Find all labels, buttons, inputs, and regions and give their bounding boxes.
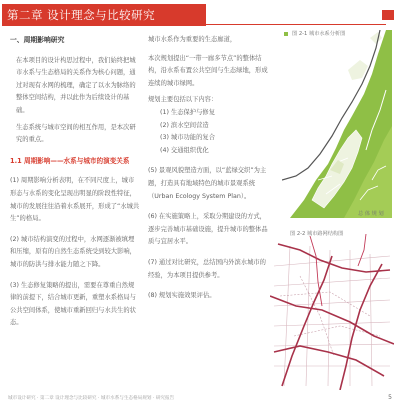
paragraph: 规划主要包括以下内容： <box>148 96 218 104</box>
section-heading: 一、周期影响研究 <box>10 36 65 44</box>
water-system-map <box>282 30 392 218</box>
figure-caption: 总 体 规 划 <box>358 211 384 217</box>
subheading: 1.1 周期影响——水系与城市的演变关系 <box>10 156 130 165</box>
legend-swatch <box>284 32 288 36</box>
road-network-map <box>270 226 394 390</box>
list-item: (3) 城市功能的复合 <box>160 134 215 142</box>
paragraph: 生态系统与城市空间的相互作用，是本次研究的重点。 <box>16 123 136 144</box>
page-number: 5 <box>388 394 392 401</box>
list-item: (2) 滨水空间营造 <box>160 121 209 129</box>
page-footer <box>8 395 392 405</box>
paragraph: 本次规划提出“一带一廊多节点”的整体结构，沿水系布置公共空间与生态绿地，形成连续的城市绿网。 <box>148 54 268 87</box>
middle-text-column <box>148 34 272 303</box>
figure-label: 图 2-1 城市水系分析图 <box>292 31 346 37</box>
left-text-column <box>10 34 140 330</box>
chapter-title: 第二章 设计理念与比较研究 <box>7 8 156 22</box>
paragraph: (6) 在实施策略上，采取分期建设的方式，逐步完善城市基础设施，提升城市的整体品质与宜居水平。 <box>148 213 268 246</box>
header-marker <box>382 10 394 20</box>
road-network-map-graphic <box>270 226 394 390</box>
footer-text: 城市设计研究 · 第二章 设计理念与比较研究 · 城市水系与生态格局规划 · 研究报告 <box>8 396 175 401</box>
paragraph: (8) 规划实施效果评估。 <box>148 292 216 300</box>
header-rule <box>206 24 386 25</box>
chapter-tab <box>2 4 206 26</box>
list-item: (4) 交通组织优化 <box>160 146 209 154</box>
figure-label: 图 2-2 城市路网结构图 <box>290 231 344 237</box>
paragraph-item: (3) 生态修复策略的提出，需要在尊重自然规律的前提下，结合城市更新，重塑水系格局与公共空间体系，使城市重新回归与水共生的状态。 <box>10 281 136 327</box>
paragraph-item: (1) 周期影响分析表明，在不同尺度上，城市形态与水系的变化呈现出明显的阶段性特征，城市的发展往往沿着水系展开，形成了“水城共生”的格局。 <box>10 177 140 223</box>
paragraph: 城市水系作为重要的生态廊道， <box>148 36 237 43</box>
paragraph: 在本项目的设计构思过程中，我们始终把城市水系与生态格局的关系作为核心问题，通过对现有水网的梳理，确定了以水为脉络的整体空间结构，并以此作为后续设计的基础。 <box>16 56 136 114</box>
paragraph: (7) 通过对比研究，总结国内外滨水城市的经验，为本项目提供参考。 <box>148 258 266 279</box>
water-system-map-graphic <box>282 30 392 218</box>
paragraph: (5) 景观风貌塑造方面，以“蓝绿交织”为主题，打造具有地域特色的城市景观系统（Urban Ecology System Plan）。 <box>148 167 267 200</box>
list-item: (1) 生态保护与修复 <box>160 108 215 116</box>
chapter-header <box>0 4 400 26</box>
paragraph-item: (2) 城市结构演变的过程中，水网逐渐被填埋和压缩，原有的自然生态系统受到较大影响，城市的防洪与排水能力随之下降。 <box>10 235 136 268</box>
